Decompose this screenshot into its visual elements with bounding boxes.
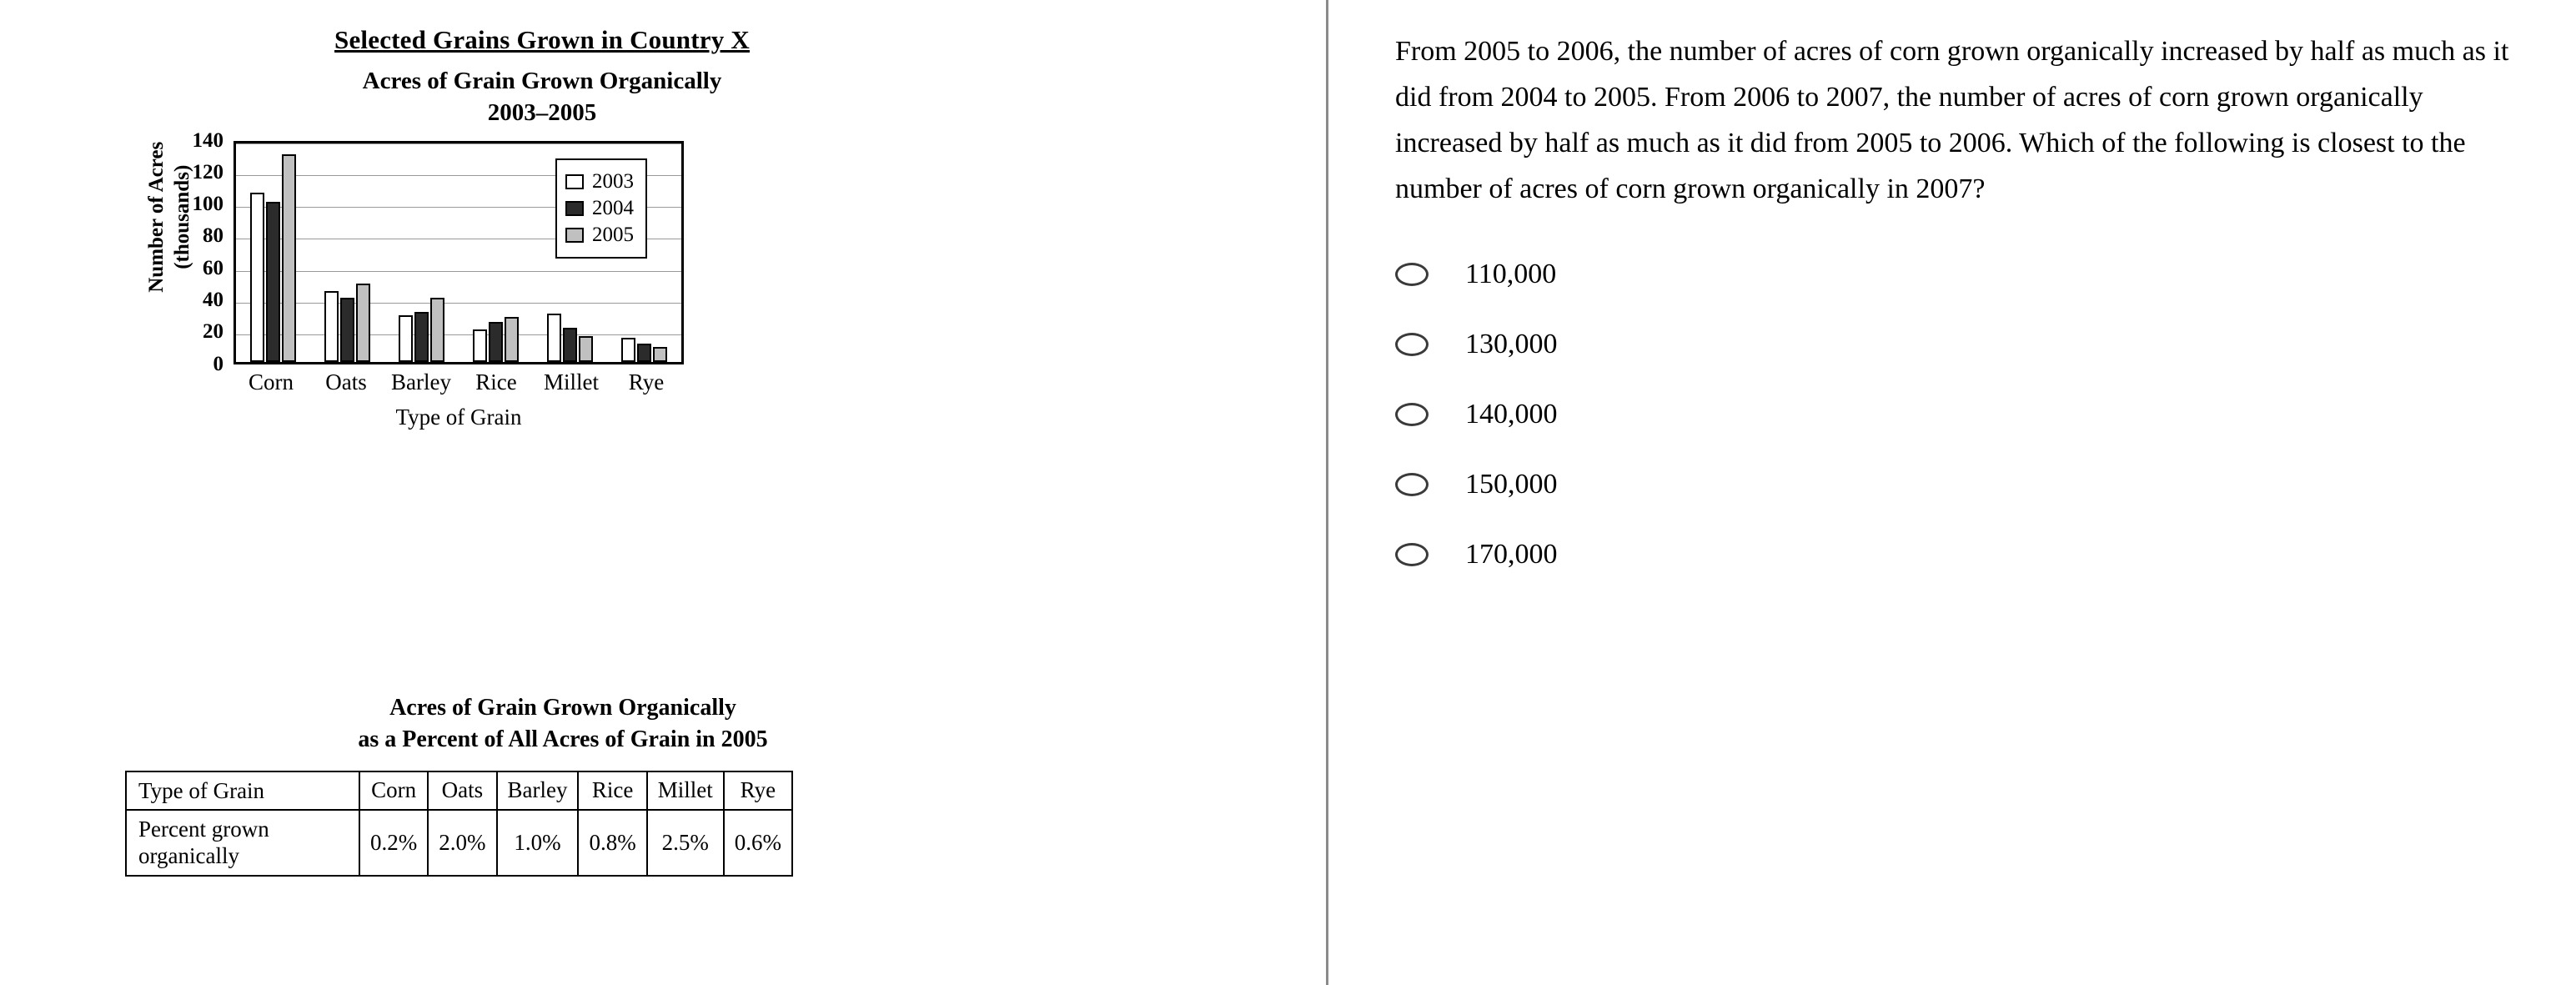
y-axis-tick-label: 20: [203, 320, 223, 344]
bar: [282, 154, 296, 362]
answer-choice-label: 150,000: [1465, 469, 1558, 500]
answer-choice-2[interactable]: [1395, 329, 2526, 360]
x-axis-tick-labels: [233, 369, 684, 395]
answer-choice-label: 110,000: [1465, 259, 1557, 290]
chart-subtitle-line1: Acres of Grain Grown Organically: [362, 68, 722, 94]
table-col-header: Rice: [578, 771, 646, 810]
table-cell: 0.2%: [359, 810, 428, 876]
radio-button[interactable]: [1395, 403, 1429, 426]
bar: [547, 314, 561, 361]
y-axis-label-line1: Number of Acres: [144, 141, 168, 293]
bar-group: [459, 143, 533, 362]
legend-item: [565, 197, 634, 220]
x-axis-tick-label: Millet: [544, 369, 599, 395]
answer-choice-label: 170,000: [1465, 539, 1558, 570]
bar: [563, 328, 577, 361]
bar: [637, 344, 651, 361]
radio-button[interactable]: [1395, 473, 1429, 496]
table-col-header: Rye: [724, 771, 792, 810]
bar: [266, 202, 280, 361]
table-row: [126, 810, 792, 876]
table-col-header: Barley: [497, 771, 579, 810]
percent-table-block: [125, 692, 1009, 877]
chart-subtitle: [125, 65, 959, 129]
radio-button[interactable]: [1395, 263, 1429, 286]
y-axis-tick-label: 0: [213, 352, 223, 375]
answer-choice-label: 140,000: [1465, 399, 1558, 430]
legend-swatch: [565, 174, 584, 189]
table-cell: 1.0%: [497, 810, 579, 876]
bar: [473, 329, 487, 361]
y-axis-tick-label: 120: [192, 160, 223, 183]
table-row-label-line2: organically: [138, 843, 239, 869]
chart-legend: [555, 158, 647, 259]
legend-label: 2003: [592, 169, 634, 193]
bar: [621, 338, 635, 362]
y-axis-label-line2: (thousands): [171, 164, 193, 269]
table-row: [126, 771, 792, 810]
bar: [489, 322, 503, 362]
x-axis-tick-label: Barley: [391, 369, 451, 395]
x-axis-tick-label: Oats: [325, 369, 367, 395]
answer-choice-1[interactable]: [1395, 259, 2526, 290]
bar-chart-figure: [125, 25, 959, 430]
chart-subtitle-line2: 2003–2005: [487, 99, 597, 127]
question-text: From 2005 to 2006, the number of acres of corn grown organically increased by half as much as it did from 2004 to 2005. From 2006 to 2007, the number of acres of corn grown organically increased by half as much as it did from 2005 to 2006. Which of the following is closest to the number of acres of corn grown organically in 2007?: [1395, 36, 2509, 205]
chart-title-text: Selected Grains Grown in Country X: [334, 25, 750, 54]
bar-group: [384, 143, 459, 362]
bar: [340, 298, 354, 362]
table-cell: 0.6%: [724, 810, 792, 876]
table-row-label: [126, 810, 359, 876]
answer-choice-label: 130,000: [1465, 329, 1558, 360]
bar: [414, 312, 429, 361]
x-axis-tick-label: Corn: [249, 369, 294, 395]
y-axis-tick-label: 80: [203, 224, 223, 248]
table-col-header: Millet: [647, 771, 724, 810]
plot-wrap: [192, 128, 684, 430]
y-axis-tick-label: 100: [192, 193, 223, 216]
bar: [399, 315, 413, 362]
radio-button[interactable]: [1395, 333, 1429, 356]
table-col-header: Oats: [428, 771, 496, 810]
chart-title: [125, 25, 959, 55]
x-axis-tick-label: Rice: [475, 369, 517, 395]
table-title-line1: Acres of Grain Grown Organically: [389, 695, 736, 721]
table-cell: 0.8%: [578, 810, 646, 876]
bar-group: [310, 143, 384, 362]
table-cell: 2.5%: [647, 810, 724, 876]
chart-plot-area: [125, 128, 959, 430]
bar: [579, 336, 593, 362]
bar: [505, 317, 519, 362]
y-axis-tick-label: 40: [203, 288, 223, 311]
bar: [250, 193, 264, 362]
legend-label: 2005: [592, 223, 634, 246]
legend-label: 2004: [592, 196, 634, 219]
radio-button[interactable]: [1395, 543, 1429, 566]
bar: [324, 291, 339, 361]
table-cell: 2.0%: [428, 810, 496, 876]
plot-frame: [233, 141, 684, 364]
table-row-header-label: Type of Grain: [126, 771, 359, 810]
legend-item: [565, 170, 634, 193]
answer-choice-4[interactable]: [1395, 469, 2526, 500]
table-title-line2: as a Percent of All Acres of Grain in 2005: [358, 726, 768, 752]
table-col-header: Corn: [359, 771, 428, 810]
bar: [430, 298, 444, 362]
percent-table: [125, 771, 793, 877]
x-axis-label: Type of Grain: [395, 404, 522, 430]
answer-choice-3[interactable]: [1395, 399, 2526, 430]
y-axis-tick-label: 140: [192, 128, 223, 152]
legend-swatch: [565, 228, 584, 243]
answer-choice-5[interactable]: [1395, 539, 2526, 570]
bar-group: [236, 143, 310, 362]
legend-item: [565, 224, 634, 247]
legend-swatch: [565, 201, 584, 216]
bar: [356, 284, 370, 362]
x-axis-tick-label: Rye: [628, 369, 665, 395]
question-pane: [1328, 0, 2576, 985]
answer-choices: [1395, 259, 2526, 570]
y-axis-tick-label: 60: [203, 256, 223, 279]
table-title: [125, 692, 1001, 756]
table-row-label-line1: Percent grown: [138, 816, 269, 842]
bar: [653, 347, 667, 361]
